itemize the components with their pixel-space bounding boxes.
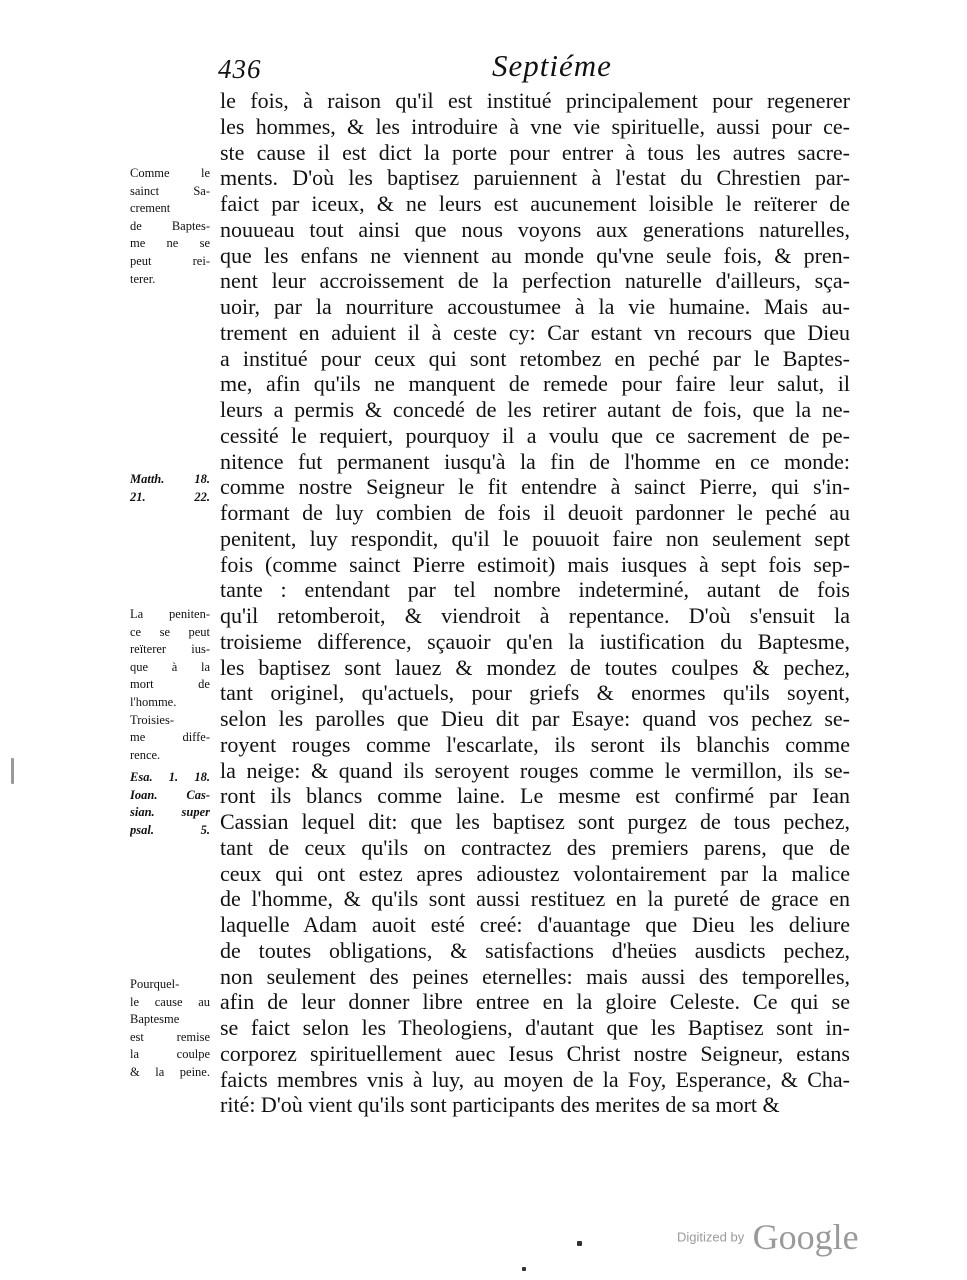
text-line: les hommes, & les introduire à vne vie spirituelle, aussi pour ce- [220,113,850,139]
text-line: nent leur accroissement de la perfection naturelle d'ailleurs, sça- [220,268,850,294]
text-line: selon les parolles que Dieu dit par Esaye: quand vos pechez se- [220,706,850,731]
margin-note-line: ce se peut [130,624,210,639]
text-line: ceux qui ont estez apres adioustez volontairement par la malice [220,860,850,886]
watermark-prefix: Digitized by [677,1229,745,1245]
margin-note-line: est remise [130,1029,210,1044]
margin-note-line: crement [130,201,171,216]
text-line: cessité le requiert, pourquoy il a voulu que ce sacrement de pe- [220,422,850,448]
text-line: tante : entendant par tel nombre indeterminé, autant de fois [220,577,850,603]
page-number: 436 [218,54,262,84]
scan-artifact [577,1241,582,1246]
margin-note-line: Troisies- [130,712,174,727]
margin-note-penitence-repeated [130,606,210,764]
text-line: trement en aduient il à ceste cy: Car estant vn recours que Dieu [220,319,850,345]
text-line: non seulement des peines eternelles: mais aussi des temporelles, [220,963,850,989]
text-line: se faict selon les Theologiens, d'autant que les Baptisez sont in- [220,1015,850,1040]
margin-note-line: que à la [130,659,210,674]
text-line: a institué pour ceux qui sont retombez en peché par le Baptes- [220,345,850,371]
margin-note-line: 21. 22. [130,489,210,504]
text-line: formant de luy combien de fois il deuoit pardonner le peché au [220,500,850,525]
margin-note-line: l'homme. [130,694,177,709]
text-line: fois (comme sainct Pierre estimoit) mais iusques à sept fois sep- [220,551,850,577]
margin-note-line: Pourquel- [130,977,180,991]
margin-note-line: me diffe- [130,730,210,745]
margin-note-line: sian. super [130,805,210,820]
scan-artifact [522,1267,526,1271]
text-line: corporez spirituellement auec Iesus Christ nostre Seigneur, estans [220,1040,850,1066]
text-line: me, afin qu'ils ne manquent de remede pour faire leur salut, il [220,371,850,397]
text-line: faicts membres vnis à luy, au moyen de la Foy, Esperance, & Cha- [220,1066,850,1092]
margin-note-line: rence. [130,747,161,762]
margin-note-line: Esa. 1. 18. [130,770,210,784]
body-text [220,88,850,1118]
text-line: uoir, par la nourriture accoustumee à la vie humaine. Mais au- [220,294,850,319]
margin-note-line: terer. [130,271,156,286]
text-line: le fois, à raison qu'il est institué principalement pour regenerer [220,88,850,113]
text-line: de toutes obligations, & satisfactions d'heües ausdicts pechez, [220,937,850,963]
running-title: Septiéme [492,48,612,83]
text-line: nitence fut permanent iusqu'à la fin de l'homme en ce monde: [220,448,850,474]
text-line: rité: D'où vient qu'ils sont participants des merites de sa mort & [220,1092,780,1118]
text-line: que les enfans ne viennent au monde qu'vne seule fois, & pren- [220,242,850,268]
margin-note-line: Comme le [130,166,210,180]
margin-note-line: la coulpe [130,1047,210,1062]
text-line: laquelle Adam auoit esté creé: d'auantage que Dieu les deliure [220,912,850,937]
text-line: royent rouges comme l'escarlate, ils seront ils blanchis comme [220,731,850,757]
margin-note-line: Matth. 18. [130,472,210,486]
text-line: troisieme difference, sçauoir qu'en la iustification du Baptesme, [220,628,850,654]
text-line: ments. D'où les baptisez paruiennent à l'estat du Chrestien par- [220,165,850,191]
text-line: comme nostre Seigneur le fit entendre à sainct Pierre, qui s'in- [220,474,850,500]
text-line: Cassian lequel dit: que les baptisez sont purgez de tous pechez, [220,809,850,834]
margin-note-baptism-remits-guilt [130,976,210,1082]
text-line: la neige: & quand ils seroyent rouges comme le vermillon, ils se- [220,757,850,783]
text-line: de l'homme, & qu'ils sont aussi restituez en la pureté de grace en [220,886,850,912]
text-line: ste cause il est dict la porte pour entrer à tous les autres sacre- [220,139,850,165]
google-logo-text: Google [752,1217,859,1257]
margin-note-line: reïterer ius- [130,642,210,657]
margin-note-line: psal. 5. [130,822,210,837]
text-line: afin de leur donner libre entree en la gloire Celeste. Ce qui se [220,989,850,1015]
margin-note-line: mort de [130,677,210,692]
text-line: penitent, luy respondit, qu'il le pouuoit faire non seulement sept [220,525,850,551]
digitized-by-google-watermark [677,1216,859,1258]
margin-note-line: de Baptes- [130,218,210,233]
margin-note-reference-matthew [130,471,210,506]
scan-artifact [11,758,14,784]
margin-note-line: Baptesme [130,1012,180,1027]
margin-note-line: La peniten- [130,607,210,621]
margin-note-baptism-not-repeated [130,165,210,288]
margin-note-reference-isaiah-cassian [130,769,210,839]
text-line: faict par iceux, & ne leurs est aucunement loisible le reïterer de [220,191,850,216]
margin-note-line: peut rei- [130,253,210,268]
text-line: leurs a permis & concedé de les retirer autant de fois, que la ne- [220,397,850,422]
text-line: ront ils blancs comme laine. Le mesme est confirmé par Iean [220,783,850,809]
text-line: les baptisez sont lauez & mondez de toutes coulpes & pechez, [220,654,850,680]
margin-note-line: Ioan. Cas- [130,787,210,802]
text-line: tant originel, qu'actuels, pour griefs & enormes qu'ils soyent, [220,680,850,706]
margin-note-line: me ne se [130,236,210,251]
text-line: qu'il retomberoit, & viendroit à repentance. D'où s'ensuit la [220,603,850,628]
margin-note-line: le cause au [130,994,210,1009]
text-line: nouueau tout ainsi que nous voyons aux generations naturelles, [220,216,850,242]
margin-note-line: sainct Sa- [130,183,210,198]
text-line: tant de ceux qu'ils on contractez des premiers parens, que de [220,834,850,860]
margin-note-line: & la peine. [130,1064,210,1079]
